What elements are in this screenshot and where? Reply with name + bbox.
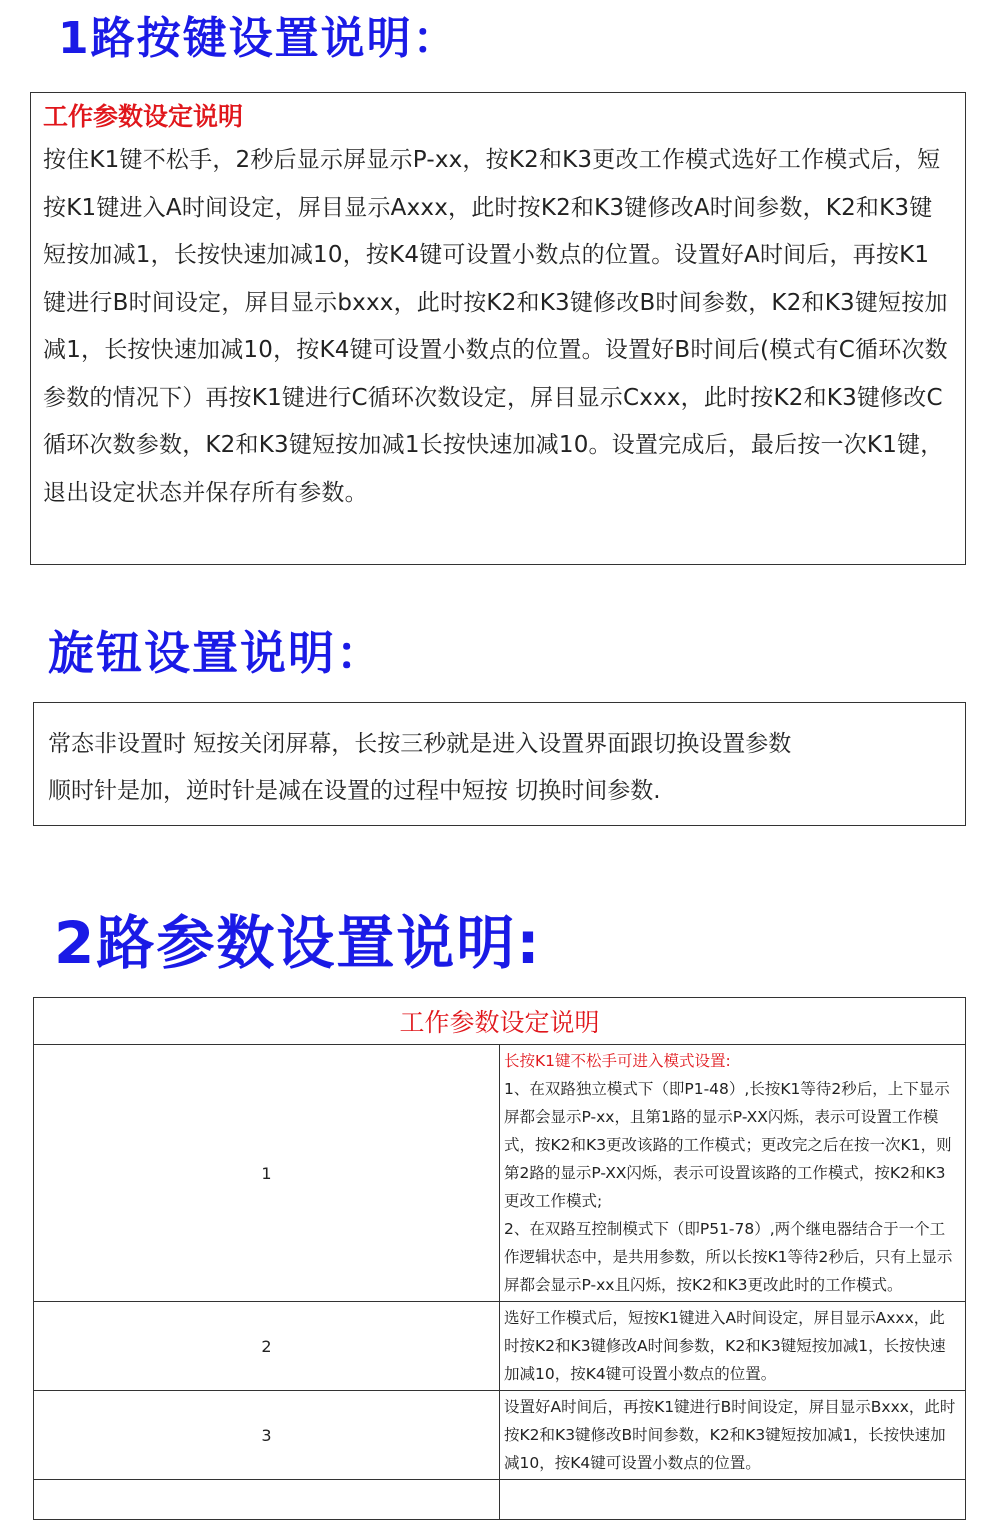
row-lead: 长按K1键不松手可进入模式设置: <box>504 1052 731 1070</box>
section2-body: 常态非设置时 短按关闭屏幕，长按三秒就是进入设置界面跟切换设置参数 顺时针是加，逆时针是减在设置的过程中短按 切换时间参数. <box>48 731 792 804</box>
table-row <box>34 1391 966 1480</box>
section3-title: 2路参数设置说明: <box>54 909 542 977</box>
table-header-row <box>34 998 966 1045</box>
settings-table <box>33 997 966 1520</box>
row-number: 2 <box>34 1302 500 1391</box>
row-description <box>500 1045 966 1302</box>
table-row <box>34 1480 966 1520</box>
table-header: 工作参数设定说明 <box>34 998 966 1045</box>
table-row <box>34 1045 966 1302</box>
row-description: 设置好A时间后，再按K1键进行B时间设定，屏目显示Bxxx，此时按K2和K3键修改B时间参数，K2和K3键短按加减1，长按快速加减10，按K4键可设置小数点的位置。 <box>500 1391 966 1480</box>
section1-box <box>30 92 966 565</box>
section1-title: 1路按键设置说明： <box>58 13 459 64</box>
row-number: 1 <box>34 1045 500 1302</box>
table-row <box>34 1302 966 1391</box>
section1-subtitle: 工作参数设定说明 <box>43 102 244 131</box>
section2-title: 旋钮设置说明： <box>48 626 384 680</box>
row-paragraph: 2、在双路互控制模式下（即P51-78）,两个继电器结合于一个工作逻辑状态中，是共用参数，所以长按K1等待2秒后，只有上显示屏都会显示P-xx且闪烁，按K2和K3更改此时的工作模式。 <box>504 1220 953 1294</box>
section1-body: 按住K1键不松手，2秒后显示屏显示P-xx，按K2和K3更改工作模式选好工作模式后，短按K1键进入A时间设定，屏目显示Axxx，此时按K2和K3键修改A时间参数，K2和K3键短按加减1，长按快速加减10，按K4键可设置小数点的位置。设置好A时间后，再按K1键进行B时间设定，屏目显示bxxx，此时按K2和K3键修改B时间参数，K2和K3键短按加减1，长按快速加减10，按K4键可设置小数点的位置。设置好B时间后(模式有C循环次数参数的情况下）再按K1键进行C循环次数设定，屏目显示Cxxx，此时按K2和K3键修改C循环次数参数，K2和K3键短按加减1长按快速加减10。设置完成后，最后按一次K1键，退出设定状态并保存所有参数。 <box>43 147 948 506</box>
row-paragraph: 1、在双路独立模式下（即P1-48）,长按K1等待2秒后，上下显示屏都会显示P-xx，且第1路的显示P-XX闪烁，表示可设置工作模式，按K2和K3更改该路的工作模式；更改完之后在按一次K1，则第2路的显示P-XX闪烁，表示可设置该路的工作模式，按K2和K3更改工作模式; <box>504 1080 952 1210</box>
row-description: 选好工作模式后，短按K1键进入A时间设定，屏目显示Axxx，此时按K2和K3键修改A时间参数，K2和K3键短按加减1，长按快速加减10，按K4键可设置小数点的位置。 <box>500 1302 966 1391</box>
row-number: 3 <box>34 1391 500 1480</box>
section2-box <box>33 702 966 826</box>
